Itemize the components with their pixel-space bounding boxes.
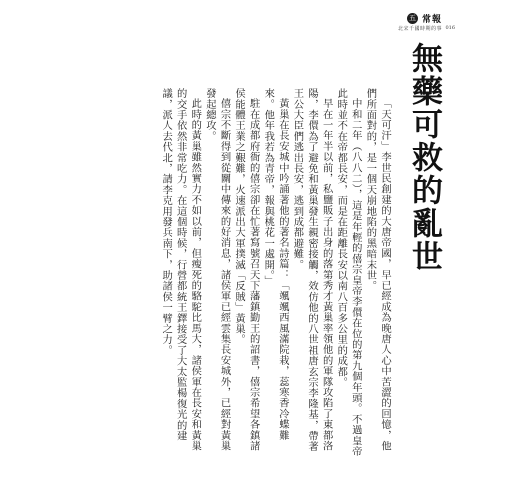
page-number: 016 <box>445 25 455 31</box>
paragraph: 僖宗不斷得到從關中傳來的好消息，諸侯軍已經雲集長安城外，已經對黃巢發起總攻。 <box>203 88 231 452</box>
header-subtitle: 北宋千國時期的事 <box>397 26 442 32</box>
series-name: 常報 <box>421 15 442 25</box>
paragraph: 早在一年半以前，私鹽販子出身的落第秀才黃巢率領他的軍隊攻陷了東都洛陽，李儇為了避免和黃巢發生親密接觸，效仿他的八世祖唐玄宗李隆基，帶著王公大臣們逃出長安，逃到成都避難。 <box>291 88 333 452</box>
paragraph: 黃巢在長安城中吟誦著他的著名詩篇：「颯颯西風滿院栽，蕊寒香冷蝶難來。他年我若為青帝，報與桃花一處開。」 <box>262 88 289 441</box>
paragraph: 中和二年（八八二），這是年輕的僖宗皇帝李儇在位的第九個年頭。不過皇帝此時並不在帝都長安，而是在距離長安以南八百多公里的成都。 <box>335 88 362 457</box>
running-header <box>407 12 442 25</box>
body-text <box>72 88 392 460</box>
paragraph: 「天可汗」李世民創建的大唐帝國，早已經成為晚唐人心中苦澀的回憶，他們所面對的，是一個天崩地陷的黑暗末世。 <box>364 88 391 452</box>
paragraph: 駐在成都府衙的僖宗卻在忙著寫號召天下藩鎮勤王的詔書，僖宗希望各鎮諸侯能體王業之艱難，火速派出大軍撲滅「反賊」黃巢。 <box>233 88 260 452</box>
series-logo-icon: 五 <box>408 14 416 22</box>
chapter-title: 無藥可救的亂世 <box>406 42 442 273</box>
paragraph: 此時的黃巢雖然實力不如以前，但瘦死的駱駝比馬大，諸侯軍在長安和黃巢的交手依然非常吃力。在這個時候，行營都統王鐸接受了大太監楊復光的建議，派人去代北，請李克用發兵南下，助諸侯一臂之力。 <box>160 88 202 452</box>
